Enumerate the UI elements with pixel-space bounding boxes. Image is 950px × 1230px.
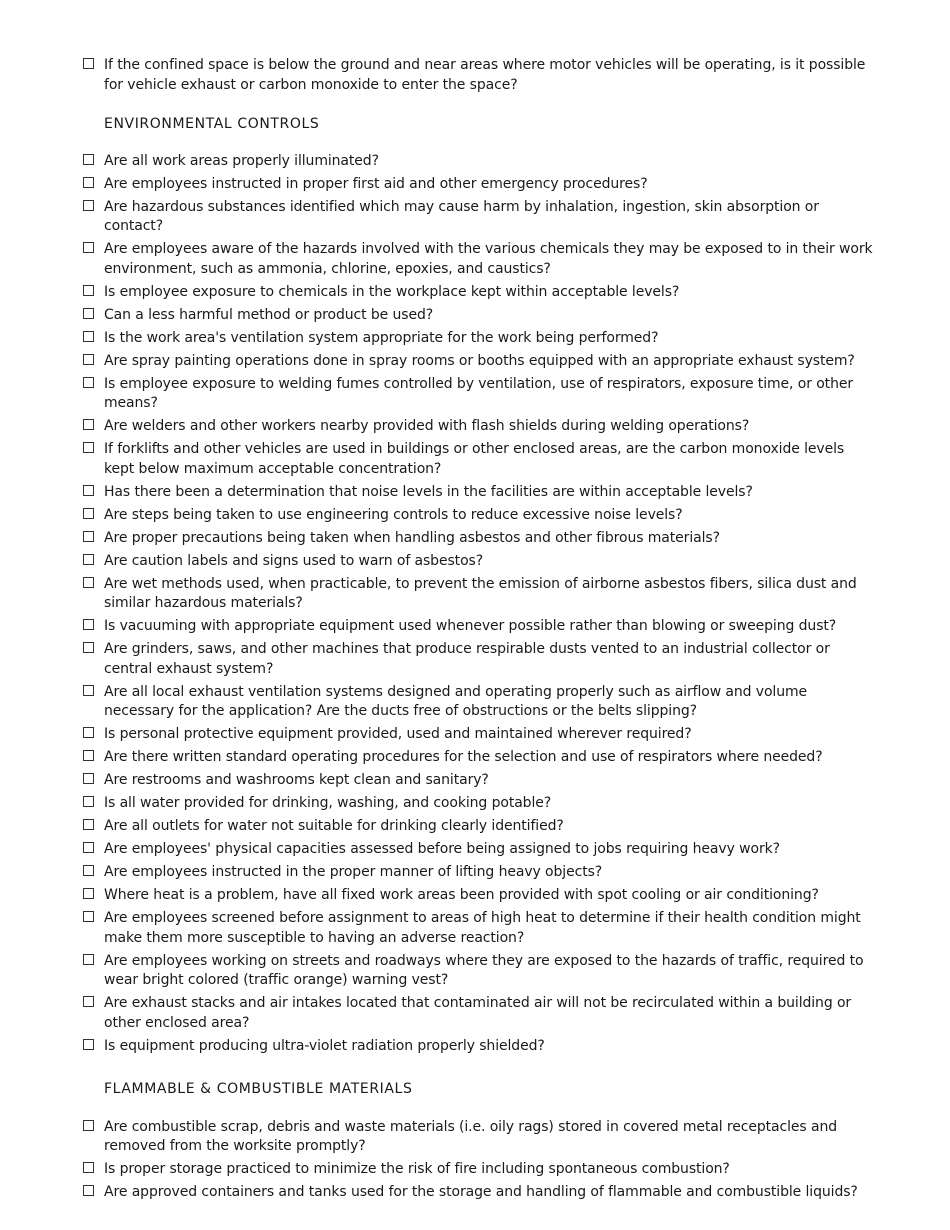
checklist-item <box>104 1037 874 1060</box>
checklist-item <box>104 817 874 840</box>
question-text: Are employees' physical capacities assessed before being assigned to jobs requiring heavy work? <box>104 841 780 857</box>
checkbox[interactable] <box>83 642 94 653</box>
checkbox[interactable] <box>83 577 94 588</box>
checklist-item <box>104 863 874 886</box>
checkbox[interactable] <box>83 773 94 784</box>
question-text: Where heat is a problem, have all fixed work areas been provided with spot cooling or air conditioning? <box>104 887 819 903</box>
section-heading: FLAMMABLE & COMBUSTIBLE MATERIALS <box>104 1080 413 1097</box>
checkbox[interactable] <box>83 750 94 761</box>
question-text: If forklifts and other vehicles are used in buildings or other enclosed areas, are the carbon monoxide levels kept below maximum acceptable concentration? <box>104 441 845 477</box>
question-text: Are employees instructed in proper first aid and other emergency procedures? <box>104 175 648 192</box>
question-text: Are grinders, saws, and other machines that produce respirable dusts vented to an industrial collector or central exhaust system? <box>104 641 830 677</box>
question-text: Are employees aware of the hazards involved with the various chemicals they may be exposed to in their work environment, such as ammonia, chlorine, epoxies, and caustics? <box>104 241 873 277</box>
question-text: Is personal protective equipment provided, used and maintained wherever required? <box>104 726 692 742</box>
checkbox[interactable] <box>83 285 94 296</box>
checkbox[interactable] <box>83 619 94 630</box>
checkbox[interactable] <box>83 308 94 319</box>
question-text: Are hazardous substances identified which may cause harm by inhalation, ingestion, skin absorption or contact? <box>104 198 819 234</box>
checkbox[interactable] <box>83 1039 94 1050</box>
question-text: Are there written standard operating procedures for the selection and use of respirators where needed? <box>104 749 823 765</box>
checklist-item <box>104 771 874 794</box>
checklist-item <box>104 529 874 552</box>
question-text: Are proper precautions being taken when handling asbestos and other fibrous materials? <box>104 529 720 546</box>
checklist-item <box>104 909 874 952</box>
checkbox[interactable] <box>83 685 94 696</box>
question-text: Are restrooms and washrooms kept clean and sanitary? <box>104 772 489 788</box>
checkbox[interactable] <box>83 911 94 922</box>
checkbox[interactable] <box>83 1185 94 1196</box>
question-text: Are welders and other workers nearby provided with flash shields during welding operations? <box>104 418 750 434</box>
checklist-item <box>104 306 874 329</box>
checkbox[interactable] <box>83 865 94 876</box>
checkbox[interactable] <box>83 531 94 542</box>
checkbox[interactable] <box>83 954 94 965</box>
checklist-item <box>104 506 874 529</box>
section-list <box>0 1118 950 1207</box>
checklist-item <box>104 1183 874 1206</box>
section-list <box>0 152 950 1060</box>
checkbox[interactable] <box>83 200 94 211</box>
question-text: Is employee exposure to welding fumes controlled by ventilation, use of respirators, exposure time, or other means? <box>104 375 854 411</box>
checklist-item <box>104 1118 874 1161</box>
checklist-item <box>104 483 874 506</box>
checkbox[interactable] <box>83 442 94 453</box>
checklist-item <box>104 640 874 683</box>
checklist-item <box>104 840 874 863</box>
question-text: If the confined space is below the ground and near areas where motor vehicles will be operating, is it possible for vehicle exhaust or carbon monoxide to enter the space? <box>104 57 866 93</box>
question-text: Are approved containers and tanks used for the storage and handling of flammable and combustible liquids? <box>104 1184 858 1200</box>
checkbox[interactable] <box>83 819 94 830</box>
checkbox[interactable] <box>83 58 94 69</box>
question-text: Are employees working on streets and roadways where they are exposed to the hazards of traffic, required to wear bright colored (traffic orange) warning vest? <box>104 952 864 988</box>
checkbox[interactable] <box>83 354 94 365</box>
checkbox[interactable] <box>83 419 94 430</box>
checkbox[interactable] <box>83 177 94 188</box>
question-text: Are all work areas properly illuminated? <box>104 152 379 169</box>
question-text: Are employees screened before assignment to areas of high heat to determine if their health condition might make them more susceptible to having an adverse reaction? <box>104 910 861 946</box>
section-heading: ENVIRONMENTAL CONTROLS <box>104 115 320 132</box>
question-text: Are exhaust stacks and air intakes located that contaminated air will not be recirculated within a building or other enclosed area? <box>104 995 852 1031</box>
checklist-item <box>104 56 874 99</box>
checklist-item <box>104 152 874 175</box>
checklist-item <box>104 417 874 440</box>
checkbox[interactable] <box>83 996 94 1007</box>
checklist-item <box>104 994 874 1037</box>
question-text: Are wet methods used, when practicable, to prevent the emission of airborne asbestos fibers, silica dust and similar hazardous materials? <box>104 575 857 611</box>
question-text: Has there been a determination that noise levels in the facilities are within acceptable levels? <box>104 483 753 500</box>
question-text: Is the work area's ventilation system appropriate for the work being performed? <box>104 329 659 346</box>
checklist-item <box>104 552 874 575</box>
checklist-item <box>104 886 874 909</box>
checkbox[interactable] <box>83 1120 94 1131</box>
checklist-item <box>104 748 874 771</box>
checkbox[interactable] <box>83 554 94 565</box>
checklist-item <box>104 952 874 995</box>
checkbox[interactable] <box>83 888 94 899</box>
question-text: Can a less harmful method or product be used? <box>104 306 434 323</box>
checkbox[interactable] <box>83 842 94 853</box>
question-text: Are combustible scrap, debris and waste materials (i.e. oily rags) stored in covered metal receptacles and removed from the worksite promptly? <box>104 1118 838 1154</box>
checklist-item <box>104 1160 874 1183</box>
checkbox[interactable] <box>83 727 94 738</box>
checklist-item <box>104 575 874 618</box>
checklist-item <box>104 198 874 241</box>
checklist-item <box>104 725 874 748</box>
question-text: Are steps being taken to use engineering controls to reduce excessive noise levels? <box>104 506 683 523</box>
checklist-item <box>104 283 874 306</box>
checklist-item <box>104 794 874 817</box>
checkbox[interactable] <box>83 485 94 496</box>
checklist-item <box>104 617 874 640</box>
question-text: Is all water provided for drinking, washing, and cooking potable? <box>104 795 552 811</box>
checklist-item <box>104 240 874 283</box>
checklist-item <box>104 352 874 375</box>
checkbox[interactable] <box>83 242 94 253</box>
checkbox[interactable] <box>83 331 94 342</box>
question-text: Is employee exposure to chemicals in the workplace kept within acceptable levels? <box>104 283 680 300</box>
question-text: Are all local exhaust ventilation systems designed and operating properly such as airflow and volume necessary for the application? Are the ducts free of obstructions or the belts slipping? <box>104 683 808 719</box>
question-text: Are all outlets for water not suitable for drinking clearly identified? <box>104 818 564 834</box>
checklist-item <box>104 329 874 352</box>
checklist-item <box>104 440 874 483</box>
checklist-item <box>104 175 874 198</box>
checkbox[interactable] <box>83 508 94 519</box>
question-text: Is proper storage practiced to minimize the risk of fire including spontaneous combustion? <box>104 1161 730 1177</box>
question-text: Are spray painting operations done in spray rooms or booths equipped with an appropriate exhaust system? <box>104 352 855 369</box>
question-text: Is vacuuming with appropriate equipment used whenever possible rather than blowing or sweeping dust? <box>104 618 837 634</box>
question-text: Is equipment producing ultra-violet radiation properly shielded? <box>104 1037 545 1054</box>
checkbox[interactable] <box>83 377 94 388</box>
checkbox[interactable] <box>83 796 94 807</box>
question-text: Are caution labels and signs used to warn of asbestos? <box>104 552 484 569</box>
checkbox[interactable] <box>83 154 94 165</box>
checkbox[interactable] <box>83 1162 94 1173</box>
checklist-item <box>104 683 874 726</box>
checklist-item <box>104 375 874 418</box>
question-text: Are employees instructed in the proper manner of lifting heavy objects? <box>104 864 603 880</box>
